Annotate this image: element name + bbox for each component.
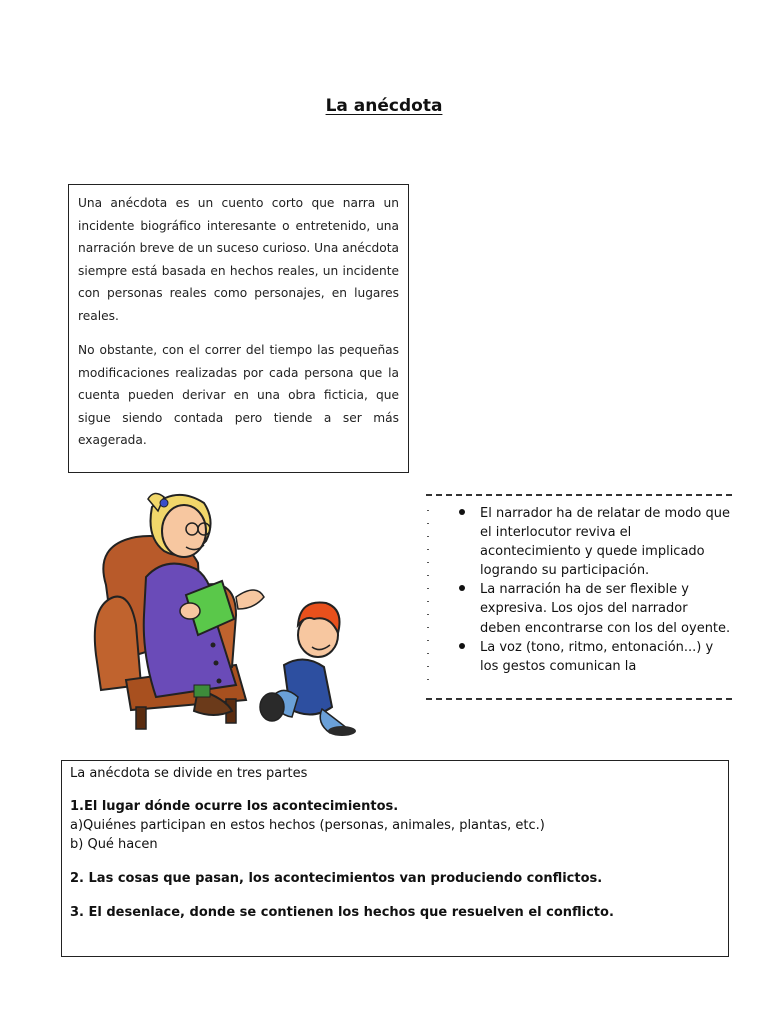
part-1b-text: b) Qué hacen bbox=[70, 837, 158, 852]
structure-box bbox=[61, 760, 729, 957]
dotted-margin bbox=[427, 510, 429, 688]
definition-box bbox=[68, 184, 409, 473]
part-3-heading: 3. El desenlace, donde se contienen los hechos que resuelven el conflicto. bbox=[70, 905, 614, 920]
part-2-heading: 2. Las cosas que pasan, los acontecimientos van produciendo conflictos. bbox=[70, 871, 603, 886]
tip-text: La voz (tono, ritmo, entonación...) y los gestos comunican la bbox=[480, 639, 714, 674]
page-title: La anécdota bbox=[325, 96, 443, 116]
narration-tips-box bbox=[426, 494, 732, 700]
tip-item bbox=[480, 630, 732, 676]
bullet-icon bbox=[459, 509, 465, 515]
bullet-icon bbox=[459, 643, 465, 649]
tip-item bbox=[480, 496, 732, 580]
tip-text: La narración ha de ser flexible y expresiva. Los ojos del narrador deben encontrarse con los del oyente. bbox=[480, 582, 731, 636]
modification-paragraph: No obstante, con el correr del tiempo las pequeñas modificaciones realizadas por cada persona que la cuenta pueden derivar en una obra ficticia, que sigue siendo contada pero tiende a ser más exagerada. bbox=[78, 343, 399, 447]
part-1a-text: a)Quiénes participan en estos hechos (personas, animales, plantas, etc.) bbox=[70, 818, 545, 833]
definition-paragraph: Una anécdota es un cuento corto que narra un incidente biográfico interesante o entretenido, una narración breve de un suceso curioso. Una anécdota siempre está basada en hechos reales, un incidente con personas reales como personajes, en lugares reales. bbox=[78, 196, 399, 323]
structure-intro: La anécdota se divide en tres partes bbox=[70, 766, 308, 781]
bullet-icon bbox=[459, 585, 465, 591]
grandmother-reading-icon bbox=[86, 485, 370, 737]
part-1-heading: 1.El lugar dónde ocurre los acontecimientos. bbox=[70, 799, 399, 814]
tip-text: El narrador ha de relatar de modo que el interlocutor reviva el acontecimiento y quede implicado logrando su participación. bbox=[480, 506, 730, 579]
tips-list bbox=[426, 496, 732, 676]
tip-item bbox=[480, 572, 732, 637]
